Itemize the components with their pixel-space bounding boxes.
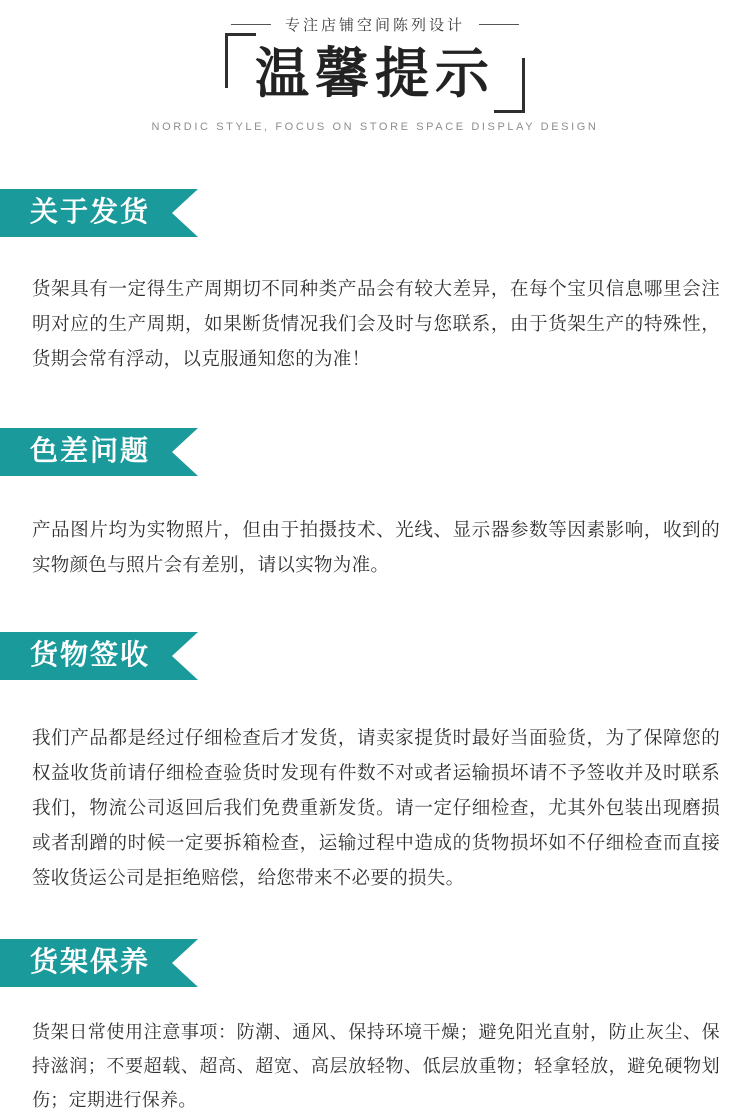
section-heading-maintenance: 货架保养 <box>0 939 172 987</box>
page-title: 温馨提示 <box>255 44 495 104</box>
frame-corner-bottom-right <box>494 58 525 113</box>
frame-corner-top-left <box>225 33 256 88</box>
section-maintenance <box>0 939 750 1117</box>
section-receiving <box>0 632 750 895</box>
page-header <box>0 0 750 133</box>
title-frame <box>225 39 525 107</box>
section-heading-shipping: 关于发货 <box>0 189 172 237</box>
section-color-difference <box>0 428 750 582</box>
sections-container <box>0 189 750 1117</box>
section-heading-row <box>0 189 750 237</box>
section-shipping <box>0 189 750 376</box>
kicker-rule-left <box>231 24 271 25</box>
section-body-shipping: 货架具有一定得生产周期切不同种类产品会有较大差异，在每个宝贝信息哪里会注明对应的生产周期，如果断货情况我们会及时与您联系，由于货架生产的特殊性，货期会常有浮动，以克服通知您的为准！ <box>32 278 720 370</box>
section-heading-row <box>0 939 750 987</box>
kicker-rule-right <box>479 24 519 25</box>
section-heading-receiving: 货物签收 <box>0 632 172 680</box>
section-heading-row <box>0 632 750 680</box>
header-kicker <box>0 14 750 35</box>
section-heading-color-difference: 色差问题 <box>0 428 172 476</box>
section-body-maintenance: 货架日常使用注意事项：防潮、通风、保持环境干燥；避免阳光直射，防止灰尘、保持滋润；不要超载、超高、超宽、高层放轻物、低层放重物；轻拿轻放，避免硬物划伤；定期进行保养。 <box>32 1022 720 1111</box>
kicker-text: 专注店铺空间陈列设计 <box>284 17 465 34</box>
section-heading-row <box>0 428 750 476</box>
section-body-color-difference: 产品图片均为实物照片，但由于拍摄技术、光线、显示器参数等因素影响，收到的实物颜色与照片会有差别，请以实物为准。 <box>32 519 720 576</box>
section-body-receiving: 我们产品都是经过仔细检查后才发货，请卖家提货时最好当面验货，为了保障您的权益收货前请仔细检查验货时发现有件数不对或者运输损坏请不予签收并及时联系我们，物流公司返回后我们免费重新发货。请一定仔细检查，尤其外包装出现磨损或者刮蹭的时候一定要拆箱检查，运输过程中造成的货物损坏如不仔细检查而直接签收货运公司是拒绝赔偿，给您带来不必要的损失。 <box>32 727 720 889</box>
header-subtitle: NORDIC STYLE, FOCUS ON STORE SPACE DISPLAY DESIGN <box>151 121 599 134</box>
